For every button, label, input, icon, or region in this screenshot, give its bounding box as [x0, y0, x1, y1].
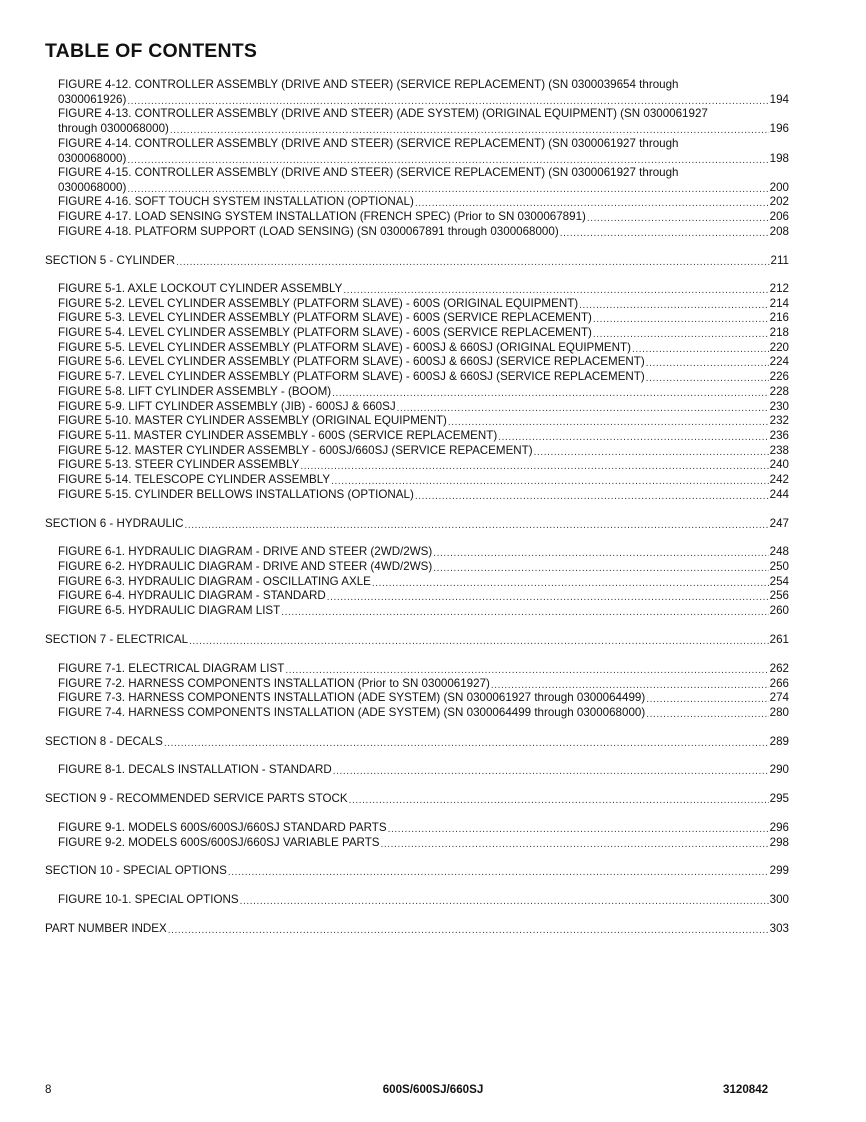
- toc-figure-entry[interactable]: [58, 195, 789, 210]
- dot-leader: [397, 401, 769, 413]
- toc-entry-page-number: 247: [769, 517, 789, 530]
- toc-entry-title-line: FIGURE 4-13. CONTROLLER ASSEMBLY (DRIVE AND STEER) (ADE SYSTEM) (ORIGINAL EQUIPMENT) (SN 0300061927: [58, 107, 708, 120]
- dot-leader: [646, 707, 768, 719]
- toc-entry-line: [58, 370, 789, 385]
- toc-entry-page-number: 240: [769, 458, 789, 471]
- toc-entry-page-number: 295: [769, 792, 789, 805]
- toc-entry-line: [58, 355, 789, 370]
- toc-entry-line: [58, 763, 789, 778]
- toc-entry-page-number: 300: [769, 893, 789, 906]
- toc-entry-title: FIGURE 10-1. SPECIAL OPTIONS: [58, 893, 239, 906]
- toc-entry-page-number: 194: [769, 92, 789, 106]
- toc-entry-title: FIGURE 7-4. HARNESS COMPONENTS INSTALLATION (ADE SYSTEM) (SN 0300064499 through 0300068000): [58, 706, 646, 719]
- toc-entry-title: SECTION 6 - HYDRAULIC: [45, 517, 184, 530]
- toc-entry-title: FIGURE 5-6. LEVEL CYLINDER ASSEMBLY (PLATFORM SLAVE) - 600SJ & 660SJ (SERVICE REPLACEMENT): [58, 355, 645, 368]
- dot-leader: [498, 430, 768, 442]
- toc-entry-page-number: 214: [769, 297, 789, 310]
- toc-entry-page-number: 290: [769, 763, 789, 776]
- toc-entry-title: FIGURE 5-11. MASTER CYLINDER ASSEMBLY - 600S (SERVICE REPLACEMENT): [58, 429, 498, 442]
- toc-entry-page-number: 230: [769, 400, 789, 413]
- toc-section-entry[interactable]: [45, 735, 789, 750]
- toc-figure-entry[interactable]: [58, 560, 789, 575]
- toc-figure-entry[interactable]: [58, 662, 789, 677]
- dot-leader: [415, 489, 769, 501]
- dot-leader: [579, 298, 769, 310]
- toc-entry-page-number: 224: [769, 355, 789, 368]
- toc-entry-title: FIGURE 5-15. CYLINDER BELLOWS INSTALLATIONS (OPTIONAL): [58, 488, 414, 501]
- dot-leader: [560, 226, 769, 238]
- toc-entry-title: FIGURE 7-3. HARNESS COMPONENTS INSTALLATION (ADE SYSTEM) (SN 0300061927 through 0300064499): [58, 691, 646, 704]
- toc-figure-entry[interactable]: [58, 575, 789, 590]
- toc-entry-line: [45, 792, 789, 807]
- toc-figure-entry[interactable]: [58, 545, 789, 560]
- toc-figure-entry[interactable]: [58, 604, 789, 619]
- toc-entry-title: PART NUMBER INDEX: [45, 922, 167, 935]
- toc-entry-title: SECTION 5 - CYLINDER: [45, 254, 176, 267]
- toc-figure-entry[interactable]: [58, 473, 789, 488]
- toc-entry-line: [58, 210, 789, 225]
- toc-figure-entry[interactable]: [58, 677, 789, 692]
- toc-entry-title-line: FIGURE 4-15. CONTROLLER ASSEMBLY (DRIVE AND STEER) (SERVICE REPLACEMENT) (SN 0300061927 through: [58, 166, 679, 179]
- toc-entry-line: [58, 297, 789, 312]
- toc-entry-line: [58, 836, 789, 851]
- toc-figure-entry[interactable]: [58, 821, 789, 836]
- toc-entry-title: FIGURE 4-18. PLATFORM SUPPORT (LOAD SENSING) (SN 0300067891 through 0300068000): [58, 225, 559, 238]
- toc-entry-line: [58, 662, 789, 677]
- toc-entry-line: [58, 821, 789, 836]
- toc-section-entry[interactable]: [45, 633, 789, 648]
- toc-entry-line: [58, 488, 789, 503]
- toc-entry-title: FIGURE 6-4. HYDRAULIC DIAGRAM - STANDARD: [58, 589, 326, 602]
- toc-entry-title: SECTION 10 - SPECIAL OPTIONS: [45, 864, 227, 877]
- toc-entry-page-number: 236: [769, 429, 789, 442]
- toc-figure-entry[interactable]: [58, 166, 789, 195]
- toc-figure-entry[interactable]: [58, 210, 789, 225]
- toc-entry-title: FIGURE 5-3. LEVEL CYLINDER ASSEMBLY (PLATFORM SLAVE) - 600S (SERVICE REPLACEMENT): [58, 311, 592, 324]
- dot-leader: [381, 837, 769, 849]
- toc-entry-line: [45, 254, 789, 269]
- toc-entry-line: [58, 311, 789, 326]
- toc-entry-line: [58, 181, 789, 196]
- document-number: 3120842: [723, 1083, 769, 1096]
- toc-figure-entry[interactable]: [58, 107, 789, 136]
- toc-entry-page-number: 220: [769, 341, 789, 354]
- dot-leader: [168, 923, 769, 935]
- toc-figure-entry[interactable]: [58, 691, 789, 706]
- toc-entry-page-number: 228: [769, 385, 789, 398]
- toc-entry-line: [58, 604, 789, 619]
- toc-figure-entry[interactable]: [58, 137, 789, 166]
- toc-entry-page-number: 208: [769, 225, 789, 238]
- toc-entry-page-number: 198: [769, 151, 789, 165]
- toc-figure-entry[interactable]: [58, 893, 789, 908]
- dot-leader: [632, 342, 769, 354]
- toc-entry-line: [45, 735, 789, 750]
- toc-entry-page-number: 244: [769, 488, 789, 501]
- toc-entry-title: FIGURE 4-16. SOFT TOUCH SYSTEM INSTALLATION (OPTIONAL): [58, 195, 414, 208]
- toc-entry-title: FIGURE 7-2. HARNESS COMPONENTS INSTALLATION (Prior to SN 0300061927): [58, 677, 490, 690]
- dot-leader: [349, 793, 769, 805]
- toc-entry-page-number: 216: [769, 311, 789, 324]
- toc-entry-page-number: 274: [769, 691, 789, 704]
- toc-figure-entry[interactable]: [58, 836, 789, 851]
- toc-entry-line: [58, 677, 789, 692]
- toc-entry-line: [45, 864, 789, 879]
- toc-entry-title: FIGURE 7-1. ELECTRICAL DIAGRAM LIST: [58, 662, 285, 675]
- dot-leader: [333, 764, 769, 776]
- toc-entry-title: FIGURE 5-9. LIFT CYLINDER ASSEMBLY (JIB) - 600SJ & 660SJ: [58, 400, 396, 413]
- toc-entry-page-number: 256: [769, 589, 789, 602]
- dot-leader: [127, 182, 768, 194]
- dot-leader: [185, 518, 769, 530]
- toc-section-entry[interactable]: [45, 517, 789, 532]
- dot-leader: [534, 445, 769, 457]
- dot-leader: [587, 211, 769, 223]
- dot-leader: [228, 865, 769, 877]
- toc-figure-entry[interactable]: [58, 326, 789, 341]
- toc-entry-page-number: 260: [769, 604, 789, 617]
- toc-entry-title: FIGURE 6-1. HYDRAULIC DIAGRAM - DRIVE AND STEER (2WD/2WS): [58, 545, 433, 558]
- toc-figure-entry[interactable]: [58, 400, 789, 415]
- toc-entry-page-number: 211: [770, 254, 789, 267]
- toc-entry-page-number: 266: [769, 677, 789, 690]
- dot-leader: [327, 590, 769, 602]
- toc-entry-line: [58, 282, 789, 297]
- toc-entry-page-number: 242: [769, 473, 789, 486]
- toc-entry-title: FIGURE 5-13. STEER CYLINDER ASSEMBLY: [58, 458, 300, 471]
- dot-leader: [164, 736, 769, 748]
- toc-entry-line: [58, 893, 789, 908]
- toc-figure-entry[interactable]: [58, 414, 789, 429]
- dot-leader: [646, 692, 768, 704]
- toc-figure-entry[interactable]: [58, 225, 789, 240]
- toc-entry-line: [58, 545, 789, 560]
- toc-entry-title: SECTION 9 - RECOMMENDED SERVICE PARTS STOCK: [45, 792, 348, 805]
- toc-entry-line: [58, 195, 789, 210]
- toc-section-entry[interactable]: [45, 864, 789, 879]
- toc-entry-title: FIGURE 9-1. MODELS 600S/600SJ/660SJ STANDARD PARTS: [58, 821, 387, 834]
- dot-leader: [281, 605, 768, 617]
- toc-entry-title: SECTION 7 - ELECTRICAL: [45, 633, 189, 646]
- toc-figure-entry[interactable]: [58, 488, 789, 503]
- toc-entry-title: FIGURE 5-10. MASTER CYLINDER ASSEMBLY (ORIGINAL EQUIPMENT): [58, 414, 447, 427]
- dot-leader: [646, 356, 769, 368]
- toc-entry-line: [58, 400, 789, 415]
- toc-entry-page-number: 303: [769, 922, 789, 935]
- toc-entry-page-number: 218: [769, 326, 789, 339]
- toc-entry-page-number: 298: [769, 836, 789, 849]
- toc-entry-title: FIGURE 5-7. LEVEL CYLINDER ASSEMBLY (PLATFORM SLAVE) - 600SJ & 660SJ (SERVICE REPLACEMENT): [58, 370, 645, 383]
- toc-entry-line: [58, 473, 789, 488]
- toc-entry-page-number: 200: [769, 180, 789, 194]
- toc-figure-entry[interactable]: [58, 341, 789, 356]
- dot-leader: [127, 94, 768, 106]
- toc-entry-page-number: 212: [769, 282, 789, 295]
- toc-entry-page-number: 196: [769, 121, 789, 135]
- toc-entry-line: [58, 122, 789, 137]
- toc-entry-page-number: 254: [769, 575, 789, 588]
- toc-entry-page-number: 206: [769, 210, 789, 223]
- toc-entry-title: FIGURE 6-2. HYDRAULIC DIAGRAM - DRIVE AND STEER (4WD/2WS): [58, 560, 433, 573]
- toc-entry-title: FIGURE 5-12. MASTER CYLINDER ASSEMBLY - 600SJ/660SJ (SERVICE REPACEMENT): [58, 444, 533, 457]
- dot-leader: [176, 255, 769, 267]
- page-title: TABLE OF CONTENTS: [45, 40, 258, 62]
- toc-entry-title: FIGURE 9-2. MODELS 600S/600SJ/660SJ VARIABLE PARTS: [58, 836, 380, 849]
- toc-entry-title: FIGURE 5-1. AXLE LOCKOUT CYLINDER ASSEMBLY: [58, 282, 343, 295]
- dot-leader: [491, 678, 769, 690]
- toc-section-entry[interactable]: [45, 254, 789, 269]
- toc-entry-title: FIGURE 6-5. HYDRAULIC DIAGRAM LIST: [58, 604, 281, 617]
- dot-leader: [415, 196, 769, 208]
- toc-entry-title: FIGURE 5-4. LEVEL CYLINDER ASSEMBLY (PLATFORM SLAVE) - 600S (SERVICE REPLACEMENT): [58, 326, 592, 339]
- toc-entry-title: FIGURE 8-1. DECALS INSTALLATION - STANDARD: [58, 763, 332, 776]
- page-number: 8: [45, 1083, 52, 1096]
- toc-figure-entry[interactable]: [58, 355, 789, 370]
- toc-entry-line: [58, 575, 789, 590]
- toc-figure-entry[interactable]: [58, 385, 789, 400]
- dot-leader: [343, 283, 768, 295]
- toc-entry-page-number: 202: [769, 195, 789, 208]
- toc-entry-page-number: 261: [769, 633, 789, 646]
- dot-leader: [189, 634, 769, 646]
- toc-entry-line: [58, 706, 789, 721]
- dot-leader: [332, 386, 769, 398]
- toc-figure-entry[interactable]: [58, 297, 789, 312]
- toc-entry-line: [58, 429, 789, 444]
- dot-leader: [127, 153, 768, 165]
- toc-section-entry[interactable]: [45, 922, 789, 937]
- toc-entry-title: 0300068000): [58, 151, 127, 165]
- dot-leader: [300, 459, 768, 471]
- toc-entry-line: [58, 560, 789, 575]
- dot-leader: [433, 546, 768, 558]
- dot-leader: [240, 894, 769, 906]
- dot-leader: [593, 327, 769, 339]
- toc-figure-entry[interactable]: [58, 444, 789, 459]
- toc-entry-page-number: 238: [769, 444, 789, 457]
- dot-leader: [448, 415, 769, 427]
- toc-entry-page-number: 226: [769, 370, 789, 383]
- toc-entry-page-number: 280: [769, 706, 789, 719]
- toc-entry-page-number: 232: [769, 414, 789, 427]
- dot-leader: [331, 474, 769, 486]
- toc-entry-title: through 0300068000): [58, 121, 169, 135]
- toc-entry-line: [45, 922, 789, 937]
- dot-leader: [646, 371, 769, 383]
- toc-entry-title: FIGURE 4-17. LOAD SENSING SYSTEM INSTALLATION (FRENCH SPEC) (Prior to SN 0300067891): [58, 210, 586, 223]
- toc-entry-line: [58, 691, 789, 706]
- toc-figure-entry[interactable]: [58, 78, 789, 107]
- toc-entry-title-line: FIGURE 4-14. CONTROLLER ASSEMBLY (DRIVE AND STEER) (SERVICE REPLACEMENT) (SN 0300061927 through: [58, 137, 679, 150]
- toc-figure-entry[interactable]: [58, 763, 789, 778]
- toc-entry-page-number: 250: [769, 560, 789, 573]
- toc-figure-entry[interactable]: [58, 282, 789, 297]
- toc-entry-line: [45, 633, 789, 648]
- toc-figure-entry[interactable]: [58, 311, 789, 326]
- toc-entry-title: FIGURE 5-2. LEVEL CYLINDER ASSEMBLY (PLATFORM SLAVE) - 600S (ORIGINAL EQUIPMENT): [58, 297, 579, 310]
- toc-figure-entry[interactable]: [58, 589, 789, 604]
- toc-entry-title: SECTION 8 - DECALS: [45, 735, 163, 748]
- toc-entry-line: [58, 444, 789, 459]
- toc-entry-page-number: 262: [769, 662, 789, 675]
- toc-entry-title: FIGURE 5-5. LEVEL CYLINDER ASSEMBLY (PLATFORM SLAVE) - 600SJ & 660SJ (ORIGINAL EQUIPMENT): [58, 341, 631, 354]
- toc-entry-line: [58, 93, 789, 108]
- toc-entry-line: [58, 385, 789, 400]
- dot-leader: [433, 561, 768, 573]
- toc-entry-title: FIGURE 6-3. HYDRAULIC DIAGRAM - OSCILLATING AXLE: [58, 575, 371, 588]
- toc-section-entry[interactable]: [45, 792, 789, 807]
- toc-entry-line: [58, 326, 789, 341]
- dot-leader: [170, 123, 769, 135]
- dot-leader: [372, 576, 769, 588]
- toc-figure-entry[interactable]: [58, 429, 789, 444]
- toc-entry-line: [58, 414, 789, 429]
- toc-entry-title: 0300061926): [58, 92, 127, 106]
- toc-entry-line: [58, 458, 789, 473]
- toc-entry-page-number: 289: [769, 735, 789, 748]
- toc-entry-page-number: 299: [769, 864, 789, 877]
- toc-entry-line: [58, 152, 789, 167]
- toc-entry-title: 0300068000): [58, 180, 127, 194]
- toc-entry-title: FIGURE 5-8. LIFT CYLINDER ASSEMBLY - (BOOM): [58, 385, 332, 398]
- dot-leader: [285, 663, 768, 675]
- toc-entry-title-line: FIGURE 4-12. CONTROLLER ASSEMBLY (DRIVE AND STEER) (SERVICE REPLACEMENT) (SN 0300039654 through: [58, 78, 679, 91]
- toc-figure-entry[interactable]: [58, 458, 789, 473]
- toc-entry-line: [58, 589, 789, 604]
- toc-entry-line: [58, 225, 789, 240]
- toc-figure-entry[interactable]: [58, 370, 789, 385]
- toc-entry-title: FIGURE 5-14. TELESCOPE CYLINDER ASSEMBLY: [58, 473, 331, 486]
- dot-leader: [593, 312, 769, 324]
- dot-leader: [388, 822, 769, 834]
- toc-entry-page-number: 296: [769, 821, 789, 834]
- model-label: 600S/600SJ/660SJ: [382, 1083, 484, 1096]
- toc-entry-line: [58, 341, 789, 356]
- toc-entry-page-number: 248: [769, 545, 789, 558]
- toc-figure-entry[interactable]: [58, 706, 789, 721]
- toc-entry-line: [45, 517, 789, 532]
